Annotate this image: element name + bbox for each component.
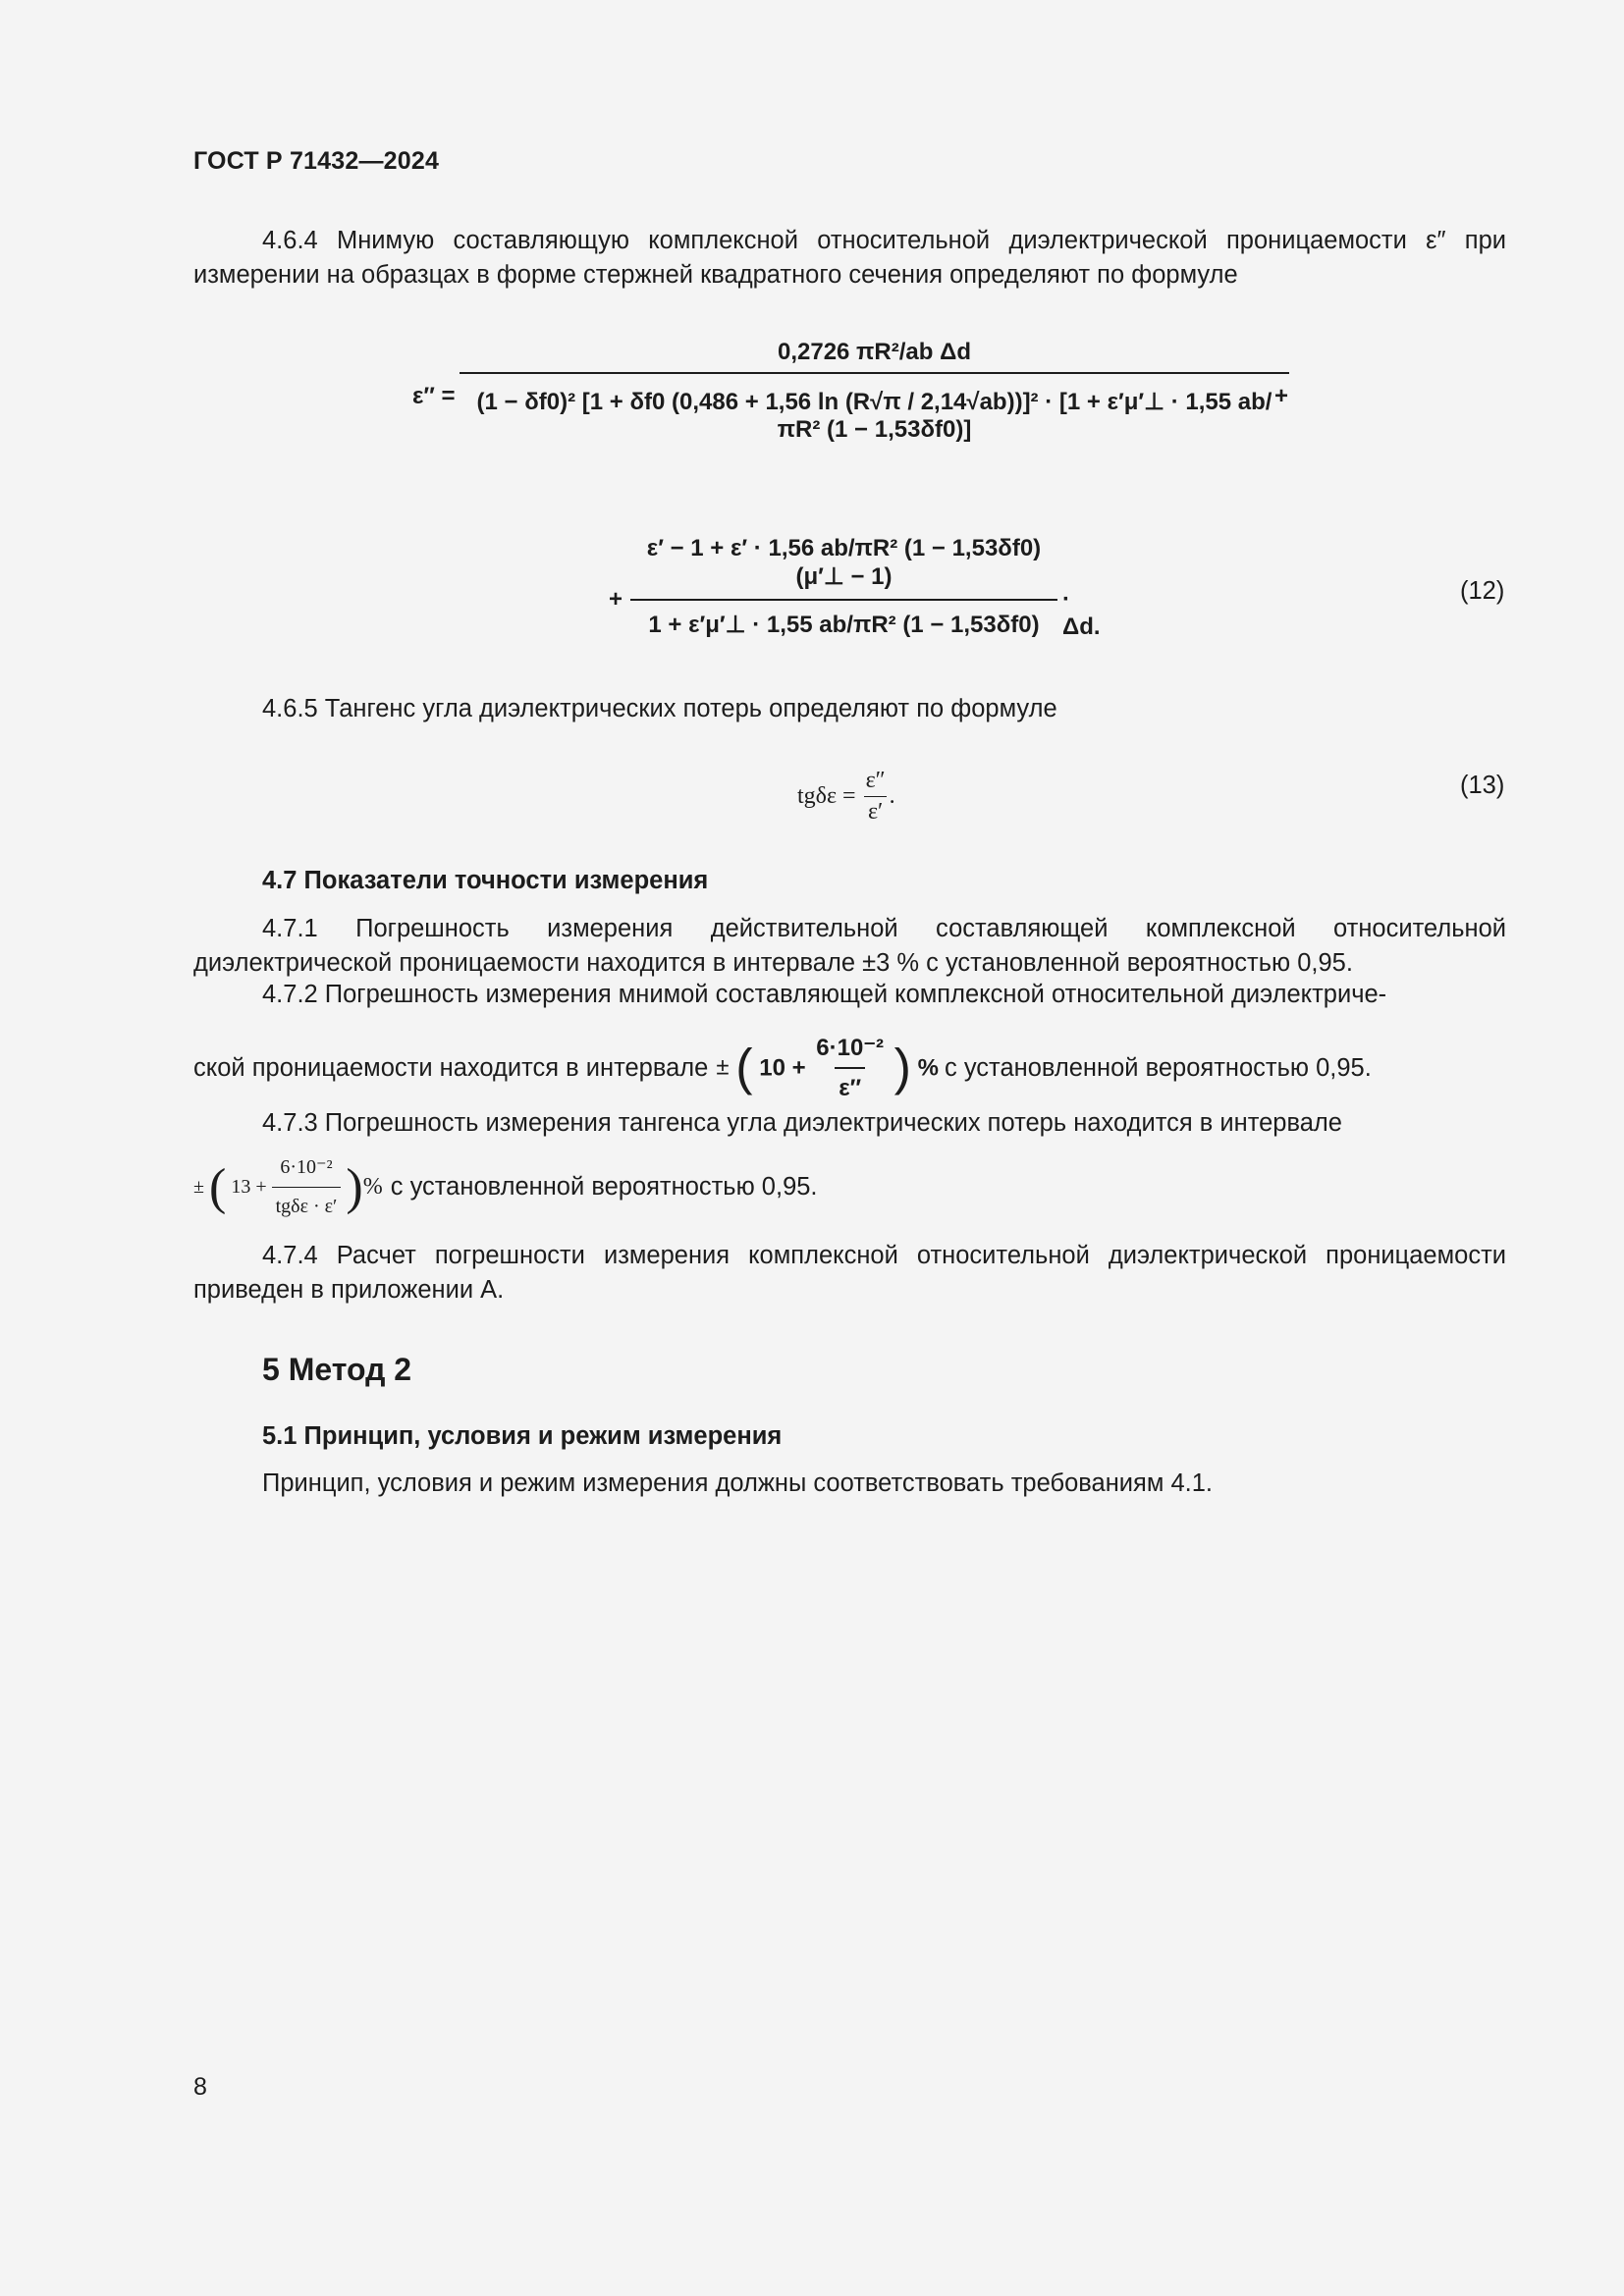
formula-4-7-3-const: 13 + bbox=[231, 1176, 267, 1198]
paragraph-4-7-2-text-a: ской проницаемости находится в интервале bbox=[193, 1053, 709, 1082]
formula-4-7-2-numerator: 6·10⁻² bbox=[816, 1035, 884, 1061]
formula-13 bbox=[797, 768, 895, 826]
paragraph-4-7-3-text-b: с установленной вероятностью 0,95. bbox=[390, 1173, 818, 1201]
section-5-1-heading: 5.1 Принцип, условия и режим измерения bbox=[262, 1422, 783, 1450]
page-number: 8 bbox=[193, 2073, 207, 2101]
formula-4-7-2-const: 10 + bbox=[759, 1054, 806, 1082]
formula-4-7-2-percent: % bbox=[917, 1054, 939, 1082]
paragraph-4-7-3-line2 bbox=[193, 1150, 1506, 1224]
formula-12-term1-numerator: 0,2726 πR²/ab Δd bbox=[777, 339, 972, 365]
paragraph-4-7-2-line1: 4.7.2 Погрешность измерения мнимой составляющей комплексной относительной диэлектриче- bbox=[262, 981, 1387, 1008]
formula-12-tail: · Δd. bbox=[1062, 586, 1101, 640]
paragraph-5-1: Принцип, условия и режим измерения должны соответствовать требованиям 4.1. bbox=[262, 1469, 1213, 1497]
pm-sign: ± bbox=[716, 1053, 730, 1081]
formula-12-plus-2: + bbox=[609, 586, 623, 613]
section-5-heading: 5 Метод 2 bbox=[262, 1352, 412, 1387]
formula-13-tail: . bbox=[889, 783, 895, 809]
formula-4-7-2-denominator: ε″ bbox=[835, 1067, 865, 1105]
formula-4-7-3-percent: % bbox=[362, 1174, 383, 1200]
formula-12-plus: + bbox=[1274, 383, 1289, 409]
formula-12-term2-denominator: 1 + ε′μ′⊥ · 1,55 ab/πR² (1 − 1,53δf0) bbox=[648, 612, 1040, 638]
section-4-7-heading: 4.7 Показатели точности измерения bbox=[262, 867, 709, 894]
document-header: ГОСТ Р 71432—2024 bbox=[193, 147, 440, 175]
formula-4-7-3-denominator: tgδε · ε′ bbox=[272, 1187, 342, 1224]
paragraph-4-7-1: 4.7.1 Погрешность измерения действительной составляющей комплексной относительной диэлектрической проницаемости находится в интервале ±3 % с установленной вероятностью 0,95. bbox=[193, 915, 1506, 977]
paragraph-4-7-2-line2 bbox=[193, 1031, 1506, 1105]
formula-13-denominator: ε′ bbox=[864, 796, 887, 826]
formula-13-numerator: ε″ bbox=[865, 768, 886, 793]
pm-sign-2: ± bbox=[193, 1176, 204, 1198]
paragraph-4-7-3-line1: 4.7.3 Погрешность измерения тангенса угла диэлектрических потерь находится в интервале bbox=[262, 1109, 1342, 1137]
paragraph-4-7-4: 4.7.4 Расчет погрешности измерения комплексной относительной диэлектрической проницаемости приведен в приложении А. bbox=[193, 1242, 1506, 1304]
equation-number-13: (13) bbox=[1460, 772, 1505, 799]
equation-number-12: (12) bbox=[1460, 577, 1505, 605]
paragraph-4-6-5: 4.6.5 Тангенс угла диэлектрических потерь определяют по формуле bbox=[262, 695, 1057, 722]
tolerance-formula-4-7-2: ± ( 10 + $\frac{\text{6·10⁻²}}{\varepsilon''}$ ) % bbox=[716, 1031, 939, 1105]
formula-13-lhs: tgδε = bbox=[797, 783, 856, 809]
paragraph-4-6-4: 4.6.4 Мнимую составляющую комплексной относительной диэлектрической проницаемости ε″ при измерении на образцах в форме стержней квадратного сечения определяют по формуле bbox=[193, 227, 1506, 289]
formula-12-term1-denominator: (1 − δf0)² [1 + δf0 (0,486 + 1,56 ln (R√π / 2,14√ab))]² · [1 + ε′μ′⊥ · 1,55 ab/πR² (1 − 1,53δf0)] bbox=[476, 389, 1272, 443]
paragraph-4-7-2-text-c: с установленной вероятностью 0,95. bbox=[945, 1053, 1372, 1082]
formula-12-lhs: ε″ = bbox=[412, 383, 456, 409]
formula-4-7-3-numerator: 6·10⁻² bbox=[280, 1156, 333, 1178]
tolerance-formula-4-7-3: ± ( 13 + $\frac{\text{6·10⁻²}}{\text{tgδε · ε′}}$ )% bbox=[193, 1150, 383, 1224]
formula-12-term2-numerator: ε′ − 1 + ε′ · 1,56 ab/πR² (1 − 1,53δf0)(μ′⊥ − 1) bbox=[646, 535, 1042, 590]
